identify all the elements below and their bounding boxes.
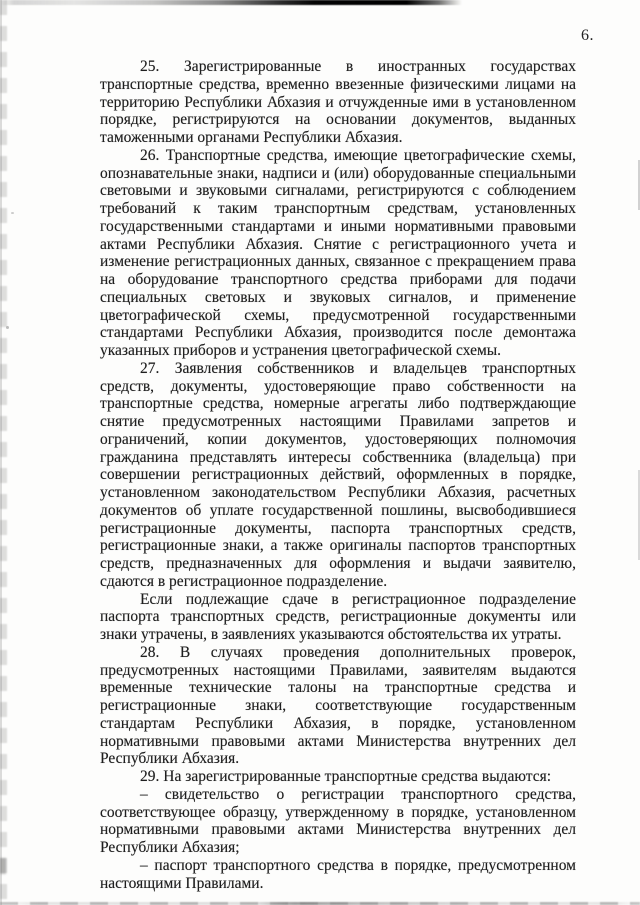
list-item-certificate: – свидетельство о регистрации транспортного средства, соответствующее образцу, утвержденному в порядке, установленном нормативными правовыми актами Министерства внутренних дел Республики Абхазия;	[100, 785, 576, 856]
scan-artifact-left-edge-line	[0, 0, 2, 905]
page-number: 6.	[581, 27, 594, 44]
paragraph-27: 27. Заявления собственников и владельцев транспортных средств, документы, удостоверяющие право собственности на транспортные средства, номерные агрегаты либо подтверждающие снятие предусмотренных настоящими Правилами запретов и ограничений, копии документов, удостоверяющих полномочия гражданина представлять интересы собственника (владельца) при совершении регистрационных действий, оформленных в порядке, установленном законодательством Республики Абхазия, расчетных документов об уплате государственной пошлины, высвободившиеся регистрационные документы, паспорта транспортных средств, регистрационные знаки, а также оригиналы паспортов транспортных средств, предназначенных для оформления и выдачи заявителю, сдаются в регистрационное подразделение.	[100, 359, 576, 590]
paragraph-28: 28. В случаях проведения дополнительных проверок, предусмотренных настоящими Правилами, заявителям выдаются временные технические талоны на транспортные средства и регистрационные знаки, соответствующие государственным стандартам Республики Абхазия, в порядке, установленном нормативными правовыми актами Министерства внутренних дел Республики Абхазия.	[100, 643, 576, 768]
scan-speck	[11, 212, 14, 214]
paragraph-29: 29. На зарегистрированные транспортные средства выдаются:	[140, 768, 552, 785]
document-text-block	[100, 58, 576, 892]
paragraph-27-continued: Если подлежащие сдаче в регистрационное подразделение паспорта транспортных средств, регистрационные документы или знаки утрачены, в заявлениях указываются обстоятельства их утраты.	[100, 590, 576, 643]
scan-artifact-top-edge	[0, 0, 462, 5]
list-item-passport: – паспорт транспортного средства в порядке, предусмотренном настоящими Правилами.	[100, 856, 576, 892]
paragraph-25: 25. Зарегистрированные в иностранных государствах транспортные средства, временно ввезенные физическими лицами на территорию Республики Абхазия и отчужденные ими в установленном порядке, регистрируются на основании документов, выданных таможенными органами Республики Абхазия.	[100, 58, 576, 146]
scan-speck	[6, 326, 9, 329]
paragraph-26: 26. Транспортные средства, имеющие цветографические схемы, опознавательные знаки, надписи и (или) оборудованные специальными световыми и звуковыми сигналами, регистрируются с соблюдением требований к таким транспортным средствам, установленных государственными стандартами и иными нормативными правовыми актами Республики Абхазия. Снятие с регистрационного учета и изменение регистрационных данных, связанное с прекращением права на оборудование транспортного средства приборами для подачи специальных световых и звуковых сигналов, и применение цветографической схемы, предусмотренной государственными стандартами Республики Абхазия, производится после демонтажа указанных приборов и устранения цветографической схемы.	[100, 146, 576, 359]
scan-smudge-bottom-left	[0, 858, 6, 874]
